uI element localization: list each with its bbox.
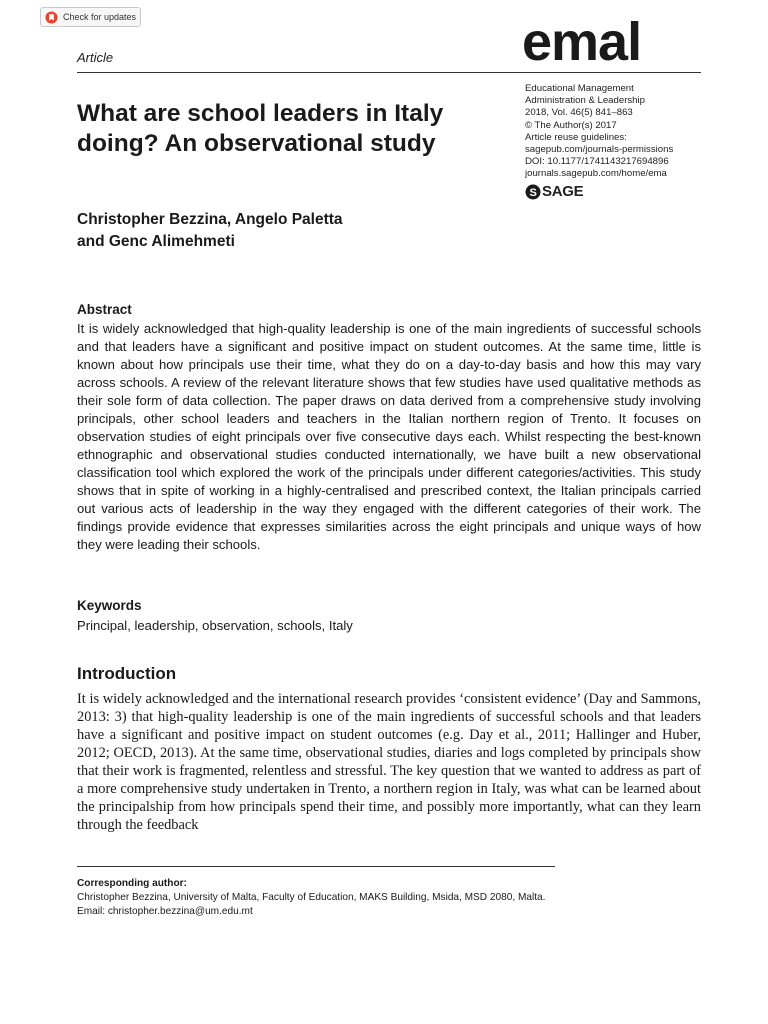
- footnote-divider: [77, 866, 555, 867]
- sage-s-icon: [525, 184, 541, 200]
- author-list: [77, 209, 477, 253]
- abstract-text: It is widely acknowledged that high-quality leadership is one of the main ingredients of successful schools and that leaders have a significant and positive impact on student outcomes. At the same time, little is known about how principals use their time, what they do on a day-to-day basis and how this may vary across schools. A review of the relevant literature shows that few studies have used qualitative methods as their sole form of data collection. The paper draws on data derived from a comprehensive study involving principals, other school leaders and teachers in the Italian northern region of Trento. It focuses on observation studies of eight principals over five consecutive days each. Whilst respecting the best-known ethnographic and observational studies conducted internationally, we have built a new observational classification tool which explored the work of the principals under different categories/activities. This study shows that in spite of working in a highly-centralised and prescribed context, the Italian principals carried out various acts of leadership in the way they engaged with the different categories of their work. The findings provide evidence that expresses similarities across the eight principals and unique ways of how they were leading their schools.: [77, 321, 701, 552]
- svg-text:S: S: [529, 186, 537, 199]
- corresponding-author-heading: Corresponding author:: [77, 878, 187, 889]
- check-for-updates-label: Check for updates: [63, 12, 137, 22]
- copyright: © The Author(s) 2017: [525, 119, 617, 131]
- article-type-label: Article: [77, 50, 114, 65]
- sage-logo: [525, 184, 725, 200]
- journal-name-line: Educational Management: [525, 83, 634, 94]
- emal-logo: [522, 20, 702, 64]
- corresponding-author-email[interactable]: Email: christopher.bezzina@um.edu.mt: [77, 906, 253, 917]
- sage-logo-text: SAGE: [542, 182, 584, 200]
- article-title: What are school leaders in Italy doing? An observational study: [77, 100, 444, 157]
- keywords-heading: Keywords: [77, 598, 142, 613]
- author-line: Christopher Bezzina, Angelo Paletta: [77, 211, 343, 228]
- introduction-heading: Introduction: [77, 664, 177, 683]
- journal-metadata: [525, 83, 725, 200]
- header-divider: [77, 72, 701, 73]
- reuse-guidelines-label: Article reuse guidelines:: [525, 131, 627, 143]
- check-for-updates-badge[interactable]: [40, 7, 141, 27]
- permissions-link[interactable]: sagepub.com/journals-permissions: [525, 144, 674, 156]
- abstract-heading: Abstract: [77, 302, 132, 317]
- corresponding-author-note: [77, 877, 717, 919]
- journal-volume: 2018, Vol. 46(5) 841–863: [525, 107, 633, 119]
- keywords-text: Principal, leadership, observation, schools, Italy: [77, 618, 353, 633]
- doi-link[interactable]: DOI: 10.1177/1741143217694896: [525, 156, 669, 168]
- crossmark-icon: [45, 11, 58, 24]
- introduction-text: It is widely acknowledged and the international research provides ‘consistent evidence’ (Day and Sammons, 2013: 3) that high-quality leadership is one of the main ingredients of successful schools and that leaders have a significant and positive impact on student outcomes (e.g. Day et al., 2011; Hallinger and Huber, 2012; OECD, 2013). At the same time, observational studies, diaries and logs completed by principals show that their work is fragmented, relentless and stressful. The key question that we wanted to address as part of a more comprehensive study undertaken in Trento, a northern region in Italy, was what can be learned about the principalship from how principals spend their time, and possibly more importantly, what can they learn through the feedback: [77, 691, 701, 833]
- author-line: and Genc Alimehmeti: [77, 233, 235, 250]
- journal-name-line: Administration & Leadership: [525, 95, 645, 107]
- corresponding-author-address: Christopher Bezzina, University of Malta, Faculty of Education, MAKS Building, Msida, MSD 2080, Malta.: [77, 892, 546, 903]
- logo-text: emal: [522, 20, 642, 64]
- journal-home-link[interactable]: journals.sagepub.com/home/ema: [525, 168, 667, 180]
